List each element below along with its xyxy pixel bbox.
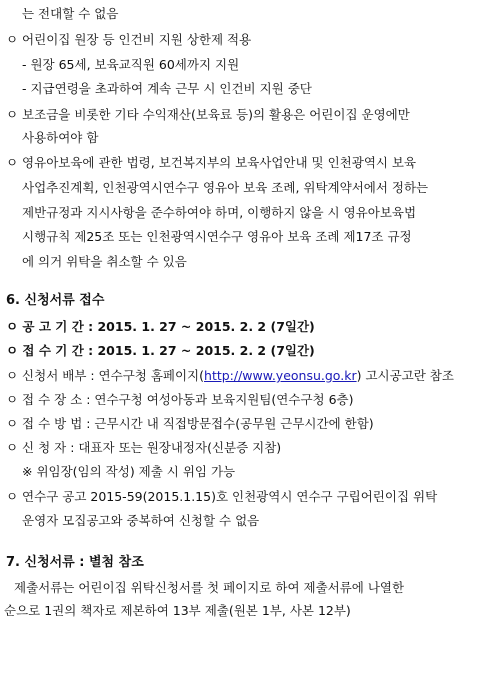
body-text: 제출서류는 어린이집 위탁신청서를 첫 페이지로 하여 제출서류에 나열한 <box>14 580 405 595</box>
homepage-link[interactable]: http://www.yeonsu.go.kr <box>204 368 357 383</box>
text-line: 는 전대할 수 없음 <box>22 6 119 21</box>
bullet-line: ㅇ 영유아보육에 관한 법령, 보건복지부의 보육사업안내 및 인천광역시 보육 <box>6 155 417 170</box>
text-line: 제반규정과 지시사항을 준수하여야 하며, 이행하지 않을 시 영유아보육법 <box>22 205 417 220</box>
text-line: 사업추진계획, 인천광역시연수구 영유아 보육 조례, 위탁계약서에서 정하는 <box>22 180 429 195</box>
announcement-period: ㅇ 공 고 기 간 : 2015. 1. 27 ~ 2015. 2. 2 (7일간) <box>6 319 315 334</box>
application-period: ㅇ 접 수 기 간 : 2015. 1. 27 ~ 2015. 2. 2 (7일간) <box>6 343 315 358</box>
body-text: 순으로 1권의 책자로 제본하여 13부 제출(원본 1부, 사본 12부) <box>4 603 351 618</box>
text-line: 시행규칙 제25조 또는 인천광역시연수구 영유아 보육 조례 제17조 규정 <box>22 229 412 244</box>
bullet-line: ㅇ 어린이집 원장 등 인건비 지원 상한제 적용 <box>6 32 252 47</box>
applicant: ㅇ 신 청 자 : 대표자 또는 원장내정자(신분증 지참) <box>6 440 282 455</box>
proxy-note: ※ 위임장(임의 작성) 제출 시 위임 가능 <box>22 464 236 479</box>
application-method: ㅇ 접 수 방 법 : 근무시간 내 직접방문접수(공무원 근무시간에 한함) <box>6 416 374 431</box>
text-line: 사용하여야 함 <box>22 130 99 145</box>
sub-item: - 원장 65세, 보육교직원 60세까지 지원 <box>22 57 240 72</box>
duplicate-notice: ㅇ 연수구 공고 2015-59(2015.1.15)호 인천광역시 연수구 구립어린이집 위탁 <box>6 489 438 504</box>
bullet-line: ㅇ 보조금을 비롯한 기타 수익재산(보육료 등)의 활용은 어린이집 운영에만 <box>6 107 410 122</box>
application-place: ㅇ 접 수 장 소 : 연수구청 여성아동과 보육지원팀(연수구청 6층) <box>6 392 354 407</box>
duplicate-notice-cont: 운영자 모집공고와 중복하여 신청할 수 없음 <box>22 513 260 528</box>
distribution-suffix: ) 고시공고란 참조 <box>356 368 454 383</box>
section-heading: 6. 신청서류 접수 <box>6 293 105 308</box>
form-distribution <box>6 368 454 384</box>
sub-item: - 지급연령을 초과하여 계속 근무 시 인건비 지원 중단 <box>22 81 312 96</box>
distribution-prefix: ㅇ 신청서 배부 : 연수구청 홈페이지( <box>6 368 205 383</box>
text-line: 에 의거 위탁을 취소할 수 있음 <box>22 254 187 269</box>
section-heading: 7. 신청서류 : 별첨 참조 <box>6 555 144 570</box>
